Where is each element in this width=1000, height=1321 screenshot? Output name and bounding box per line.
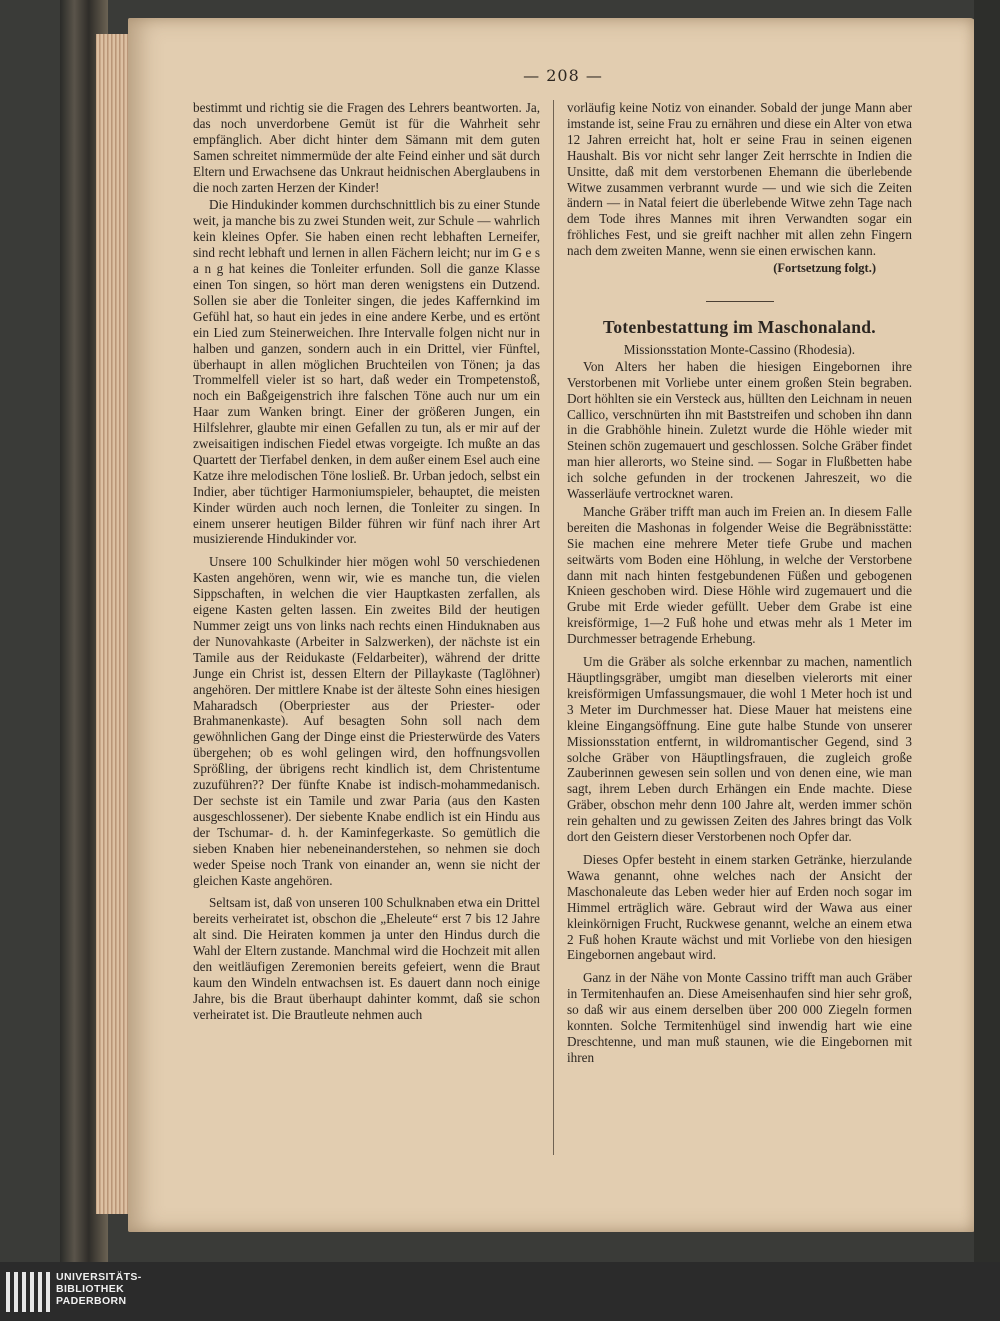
library-name-line: BIBLIOTHEK	[56, 1283, 125, 1295]
paragraph: Manche Gräber trifft man auch im Freien an. In diesem Falle bereiten die Mashonas in folgender Weise die Begräbnisstätte: Sie machen eine mehrere Meter tiefe Grube und machen seitwärts vom Boden eine Höhlung, in welche der Verstorbene dann mit nach hinten festgebundenen Füßen und gebogenen Knieen geschoben wird. Diese Höhle wird zugemauert und die Grube mit Erde wieder gefüllt. Ueber dem Grabe ist eine kreisförmige, 1—2 Fuß hohe und etwas mehr als 1 Meter im Durchmesser betragende Erhebung.	[567, 503, 912, 647]
paragraph: Die Hindukinder kommen durchschnittlich bis zu einer Stunde weit, ja manche bis zu zwei Stunden weit, zur Schule — wahrlich kein kleines Opfer. Sie haben einen recht lebhaften Lerneifer, sind recht lebhaft und lernen in allen Fächern leicht; nur im G e s a n g hat keines die Tonleiter erfunden. Soll die ganze Klasse einen Ton singen, so hört man deren wenigstens ein Dutzend. Sollen sie aber die Tonleiter singen, die jedes Kaffernkind im Gefühl hat, so haut ein jedes in eine andere Kerbe, und es ertönt ein Lied zum Steinerweichen. Ihre Intervalle folgen nicht nur in halben und ganzen, sondern auch in ein Drittel, vier Fünftel, überhaupt in allen möglichen Bruchteilen von Tönen; ja das Trommelfell vieler ist so hart, daß weder ein Trompetenstoß, noch ein Baßgeigenstrich ihre falschen Töne auch nur um ein Haar zum Wanken bringt. Einer der größeren Jungen, ein Hilfslehrer, glaubte mir einen Gefallen zu tun, als er mir auf der zweisaitigen indischen Fiedel etwas vorgeigte. Ich mußte an das Quartett der Tierfabel denken, in dem außer einem Esel auch eine Katze ihre melodischen Töne losließ. Br. Urban jedoch, selbst ein Indier, aber tüchtiger Harmoniumspieler, behauptet, die meisten Kinder würden auch noch lernen, die Tonleiter zu singen. In einem unserer heutigen Bilder führen wir fünf nach ihrer Art musizierende Hindukinder vor.	[193, 197, 540, 547]
library-footer	[0, 1262, 1000, 1321]
section-rule	[706, 301, 774, 302]
library-name-line: UNIVERSITÄTS-	[56, 1271, 142, 1283]
article-subtitle: Missionsstation Monte-Cassino (Rhodesia).	[623, 341, 856, 357]
continuation-paragraph: vorläufig keine Notiz von einander. Sobald der junge Mann aber imstande ist, seine Frau zu ernähren und diese ein Alter von etwa 12 Jahren erreicht hat, holt er seine Frau in seinen eigenen Haushalt. Bis vor nicht sehr langer Zeit herrschte in Indien die Unsitte, daß mit dem verstorbenen Ehemann die überlebende Witwe zusammen verbrannt wurde — und wie sich die Zeiten ändern — in Natal feiert die überlebende Witwe zehn Tage nach dem Tode ihres Mannes mit ihren Verwandten sogar ein fröhliches Fest, und sie greift nachher mit allen zehn Fingern nach dem zweiten Manne, wenn sie einen erwischen kann.	[567, 100, 912, 259]
paragraph: Ganz in der Nähe von Monte Cassino trifft man auch Gräber in Termitenhaufen an. Diese Ameisenhaufen sind hier sehr groß, so daß wir aus einem derselben über 200 000 Ziegeln formen konnten. Solche Termitenhügel sind inwendig hart wie eine Dreschtenne, und man muß staunen, wie die Eingebornen mit ihren	[567, 970, 912, 1065]
paragraph: Von Alters her haben die hiesigen Eingebornen ihre Verstorbenen mit Vorliebe unter einem großen Stein begraben. Dort höhlten sie ein Versteck aus, hüllten den Leichnam in neuen Callico, verschnürten ihn mit Baststreifen und schoben ihn dann in die Grabhöhle hinein. Zuletzt wurde die Höhle wieder mit Steinen schön zugemauert und geschlossen. Solche Gräber findet man hier allerorts, wo Steine sind. — Sogar in Flußbetten habe ich solche gefunden in der trockenen Jahreszeit, wo die Wasserläufe vertrocknet waren.	[567, 358, 912, 502]
column-divider	[553, 100, 554, 1155]
article-title: Totenbestattung im Maschonaland.	[603, 316, 876, 337]
paragraph: Seltsam ist, daß von unseren 100 Schulknaben etwa ein Drittel bereits verheiratet ist, obschon die „Eheleute“ erst 7 bis 12 Jahre alt sind. Die Heiraten kommen ja unter den Hindus durch die Wahl der Eltern zustande. Manchmal wird die Hochzeit mit allen den weitläufigen Zeremonien bereits gefeiert, wenn die Braut kaum den Windeln entwachsen ist. Es dauert dann noch einige Jahre, bis die Braut überhaupt dahinter kommt, daß sie schon verheiratet ist. Die Brautleute nehmen auch	[193, 895, 540, 1022]
library-name-line: PADERBORN	[56, 1295, 127, 1307]
library-name	[56, 1271, 142, 1307]
continuation-note: (Fortsetzung folgt.)	[773, 261, 876, 276]
scan-background	[974, 0, 1000, 1262]
left-column	[193, 100, 540, 1023]
paragraph: bestimmt und richtig sie die Fragen des Lehrers beantworten. Ja, das noch unverdorbene Gemüt ist für die Wahrheit sehr empfänglich. Aber dicht hinter dem Sämann mit dem guten Samen schreitet nimmermüde der alte Feind einher und sät durch Eltern und Erwachsene das Unkraut heidnischen Aberglaubens in die noch zarten Herzen der Kinder!	[193, 100, 540, 195]
paragraph: Unsere 100 Schulkinder hier mögen wohl 50 verschiedenen Kasten angehören, wenn wir, wie es manche tun, die vielen Sippschaften, in welchen die vier Hauptkasten zerfallen, als eigene Kasten gelten lassen. Ein zweites Bild der heutigen Nummer zeigt uns von links nach rechts einen Hinduknaben aus der Nunovahkaste (Arbeiter in Salzwerken), der nächste ist ein Tamile aus der Reidukaste (Feldarbeiter), während der dritte Junge ein Christ ist, dessen Eltern der Pillaykaste (Taglöhner) angehören. Der mittlere Knabe ist der älteste Sohn eines hiesigen Maharadsch (Oberpriester aus der Priester- oder Brahmanenkaste). Auf besagten Sohn soll nach dem gewöhnlichen Gang der Dinge einst die Priesterwürde des Vaters übergehen; ob es wohl gelingen wird, den hoffnungsvollen Sprößling, der übrigens recht kindlich ist, dem Christentume zuzuführen?? Der fünfte Knabe ist indisch-mohammedanisch. Der sechste ist ein Tamile und zwar Paria (aus den Kasten ausgeschlossener). Der siebente Knabe endlich ist ein Hindu aus der Tschumar- d. h. der Kaminfegerkaste. So gemütlich die sieben Knaben hier nebeneinanderstehen, so nehmen sie doch weder Speise noch Trank von einander an, wenn sie nicht der gleichen Kaste angehören.	[193, 554, 540, 888]
right-column	[567, 100, 912, 1066]
paragraph: Um die Gräber als solche erkennbar zu machen, namentlich Häuptlingsgräber, umgibt man dieselben vielerorts mit einer kreisförmigen Umfassungsmauer, die wohl 1 Meter hoch ist und 3 Meter im Durchmesser hat. Diese Mauer hat meistens eine kleine Eingangsöffnung. Eine gute halbe Stunde von unserer Missionsstation entfernt, in wildromantischer Gegend, sind 3 solche Gräber von Häuptlingsfrauen, die zugleich große Zauberinnen gewesen sein sollen und von denen eine, wie man sagt, ihrem Leben durch Erhängen ein Ende machte. Diese Gräber, obschon mehr denn 100 Jahre alt, werden immer schön rein gehalten und zu gewissen Zeiten des Jahres bringt das Volk dort den Geistern dieser Verstorbenen noch Opfer dar.	[567, 654, 912, 845]
paragraph: Dieses Opfer besteht in einem starken Getränke, hierzulande Wawa genannt, ohne welches nach der Ansicht der Maschonaleute das Leben weder hier auf Erden noch sogar im Himmel erträglich wäre. Gebraut wird der Wawa aus einer kleinkörnigen Frucht, Ruckwese genannt, welche an einem etwa 2 Fuß hohen Kraute wächst und mit Vorliebe von den hiesigen Eingebornen angebaut wird.	[567, 851, 912, 963]
library-logo-icon	[6, 1272, 50, 1312]
page-number: — 208 —	[523, 66, 603, 85]
